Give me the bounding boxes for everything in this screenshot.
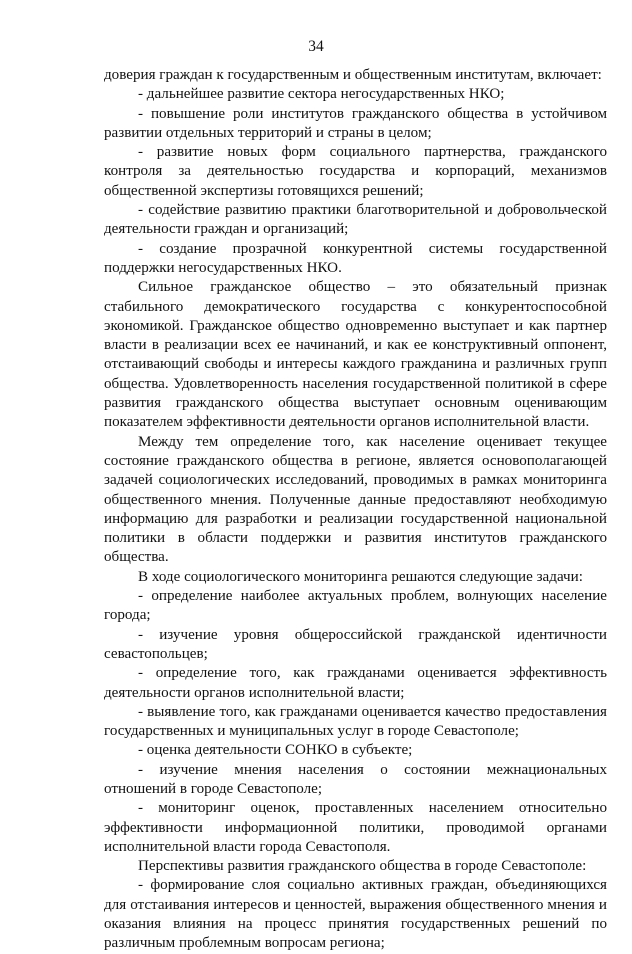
list-item-nko-development: - дальнейшее развитие сектора негосударственных НКО; [138,86,505,103]
paragraph-monitoring-tasks-intro: В ходе социологического мониторинга решаются следующие задачи: [138,568,583,585]
document-body [104,66,607,954]
paragraph-strong-civil-society: Сильное гражданское общество – это обязательный признак стабильного демократического государства с конкурентоспособной экономикой. Гражданское общество одновременно выступает и как партнер власти в реализации всех ее начинаний, и как ее конструктивный оппонент, отстаивающий свободы и интересы каждого гражданина и различных групп общества. Удовлетворенность населения государственной политикой в сфере развития гражданского общества выступает основным оценивающим показателем эффективности деятельности органов исполнительной власти. [104,279,607,431]
list-item-active-citizens-layer: - формирование слоя социально активных граждан, объединяющихся для отстаивания интересов и ценностей, выражения общественного мнения и оказания влияния на процесс принятия государственных решений по различным проблемным вопросам региона; [104,877,607,952]
list-item-civic-identity: - изучение уровня общероссийской гражданской идентичности севастопольцев; [104,626,607,662]
list-item-state-support-system: - создание прозрачной конкурентной системы государственной поддержки негосударственных НКО. [104,240,607,276]
list-item-interethnic-relations: - изучение мнения населения о состоянии межнациональных отношений в городе Севастополе; [104,761,607,797]
list-item-sonko-assessment: - оценка деятельности СОНКО в субъекте; [138,742,413,759]
list-item-social-partnership: - развитие новых форм социального партнерства, гражданского контроля за деятельностью государства и корпораций, механизмов общественной экспертизы готовящихся решений; [104,144,607,199]
list-item-civil-institutions-role: - повышение роли институтов гражданского общества в устойчивом развитии отдельных территорий и страны в целом; [104,105,607,141]
list-item-information-policy: - мониторинг оценок, проставленных населением относительно эффективности информационной политики, проводимой органами исполнительной власти города Севастополя. [104,800,607,855]
list-item-executive-efficiency: - определение того, как гражданами оценивается эффективность деятельности органов исполнительной власти; [104,665,607,701]
list-item-charity-volunteering: - содействие развитию практики благотворительной и добровольческой деятельности граждан и организаций; [104,202,607,238]
list-item-public-services-quality: - выявление того, как гражданами оценивается качество предоставления государственных и муниципальных услуг в городе Севастополе; [104,703,607,740]
paragraph-intro-continuation: доверия граждан к государственным и общественным институтам, включает: [104,67,602,83]
paragraph-development-prospects: Перспективы развития гражданского общества в городе Севастополе: [138,858,587,875]
list-item-actual-problems: - определение наиболее актуальных проблем, волнующих население города; [104,588,607,624]
paragraph-population-assessment: Между тем определение того, как население оценивает текущее состояние гражданского общества в регионе, является основополагающей задачей социологических исследований, проводимых в рамках мониторинга общественного мнения. Полученные данные предоставляют необходимую информацию для разработки и реализации государственной национальной политики в области поддержки и развития институтов гражданского общества. [104,433,607,566]
page-number: 34 [308,38,324,55]
